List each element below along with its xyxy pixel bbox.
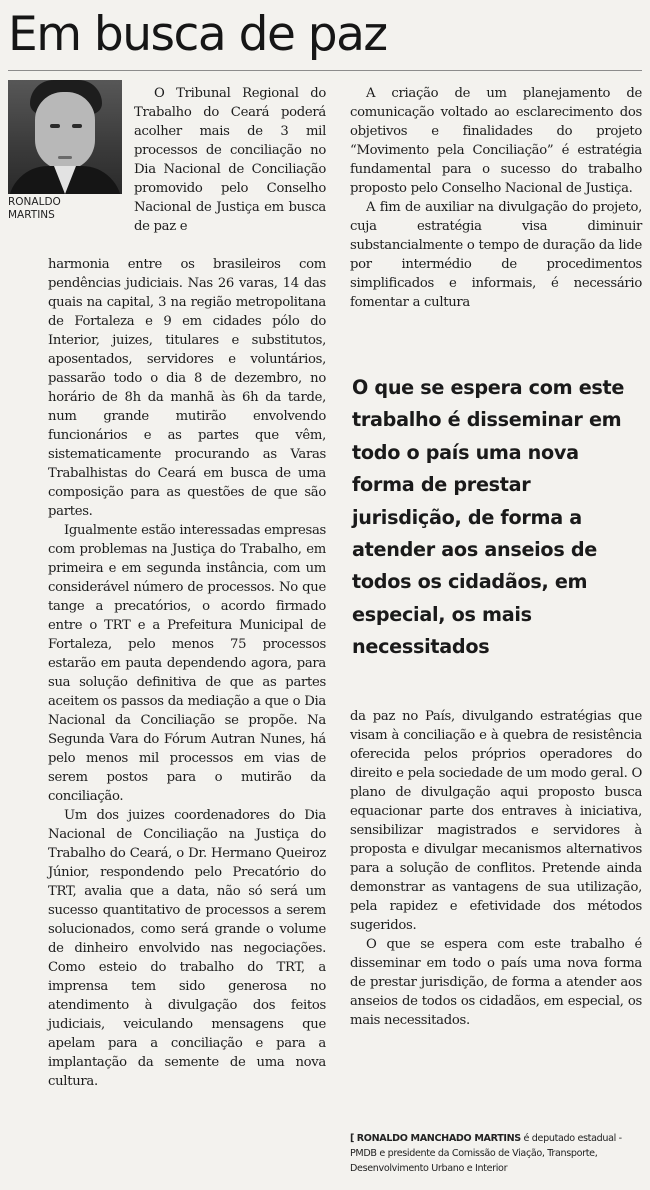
bio-bracket: [ — [350, 1133, 355, 1144]
photo-caption — [8, 196, 122, 222]
col2-paragraph-2-cont: da paz no País, divulgando estratégias que visam à conciliação e à quebra de resistência oferecida pelos próprios operadores do direito e pela sociedade de um modo geral. O plano de divulgação aqui proposto busca equacionar parte dos entraves à iniciativa, sensibilizar magistrados e servidores à proposta e divulgar mecanismos alternativos para a solução de conflitos. Pretende ainda demonstrar as vantagens de sua utilização, pela rapidez e efetividade dos métodos sugeridos. — [350, 709, 642, 933]
col2-paragraph-1: A criação de um planejamento de comunicação voltado ao esclarecimento dos objetivos e finalidades do projeto “Movimento pela Conciliação” é estratégia fundamental para o sucesso do trabalho proposto pelo Conselho Nacional de Justiça. — [350, 86, 642, 196]
caption-first-name: RONALDO — [8, 196, 61, 208]
headline: Em busca de paz — [8, 7, 387, 62]
pull-quote: O que se espera com este trabalho é disseminar em todo o país uma nova forma de prestar jurisdição, de forma a atender aos anseios de todos os cidadãos, em especial, os mais necessitados — [352, 376, 625, 659]
bio-description: é deputado estadual - PMDB e presidente da Comissão de Viação, Transporte, Desenvolvimento Urbano e Interior — [350, 1133, 622, 1174]
col1-main-block — [48, 255, 326, 1091]
col1-paragraph-3: Um dos juizes coordenadores do Dia Nacional de Conciliação na Justiça do Trabalho do Ceará, o Dr. Hermano Queiroz Júnior, respondendo pelo Precatório do TRT, avalia que a data, não só será um sucesso quantitativo de processos a serem solucionados, como será grande o volume de dinheiro envolvido nas negociações. Como esteio do trabalho do TRT, a imprensa tem sido generosa no atendimento à divulgação dos feitos judiciais, veiculando mensagens que apelam para a conciliação e para a implantação da semente de uma nova cultura. — [48, 808, 326, 1089]
col2-paragraph-2: A fim de auxiliar na divulgação do projeto, cuja estratégia visa diminuir substancialmente o tempo de duração da lide por intermédio de procedimentos simplificados e informais, é necessário fomentar a cultura — [350, 200, 642, 310]
col1-intro-paragraph: O Tribunal Regional do Trabalho do Ceará poderá acolher mais de 3 mil processos de conciliação no Dia Nacional de Conciliação promovido pelo Conselho Nacional de Justiça em busca de paz e — [134, 86, 326, 234]
col2-top-block — [350, 84, 642, 312]
col1-paragraph-1-cont: harmonia entre os brasileiros com pendências judiciais. Nas 26 varas, 14 das quais na capital, 3 na região metropolitana de Fortaleza e 9 em cidades pólo do Interior, juizes, titulares e substitutos, aposentados, servidores e voluntários, passarão todo o dia 8 de dezembro, no horário de 8h da manhã às 6h da tarde, num grande mutirão envolvendo funcionários e as partes que vêm, sistematicamente procurando as Varas Trabalhistas do Ceará em busca de uma composição para as questões de que são partes. — [48, 257, 326, 519]
bio-author-name: RONALDO MANCHADO MARTINS — [356, 1133, 521, 1144]
caption-last-name: MARTINS — [8, 209, 55, 221]
author-photo — [8, 80, 122, 194]
col2-bottom-block — [350, 707, 642, 1030]
col1-intro-block — [134, 84, 326, 236]
author-bio — [350, 1131, 642, 1176]
col2-paragraph-3: O que se espera com este trabalho é disseminar em todo o país uma nova forma de prestar jurisdição, de forma a atender aos anseios de todos os cidadãos, em especial, os mais necessitados. — [350, 937, 642, 1028]
col1-paragraph-2: Igualmente estão interessadas empresas com problemas na Justiça do Trabalho, em primeira e em segunda instância, com um considerável número de processos. No que tange a precatórios, o acordo firmado entre o TRT e a Prefeitura Municipal de Fortaleza, pelo menos 75 processos estarão em pauta dependendo agora, para sua solução definitiva de que as partes aceitem os passos da mediação a que o Dia Nacional da Conciliação se propõe. Na Segunda Vara do Fórum Autran Nunes, há pelo menos mil processos em vias de serem postos para o mutirão da conciliação. — [48, 523, 326, 804]
headline-rule — [8, 70, 642, 71]
